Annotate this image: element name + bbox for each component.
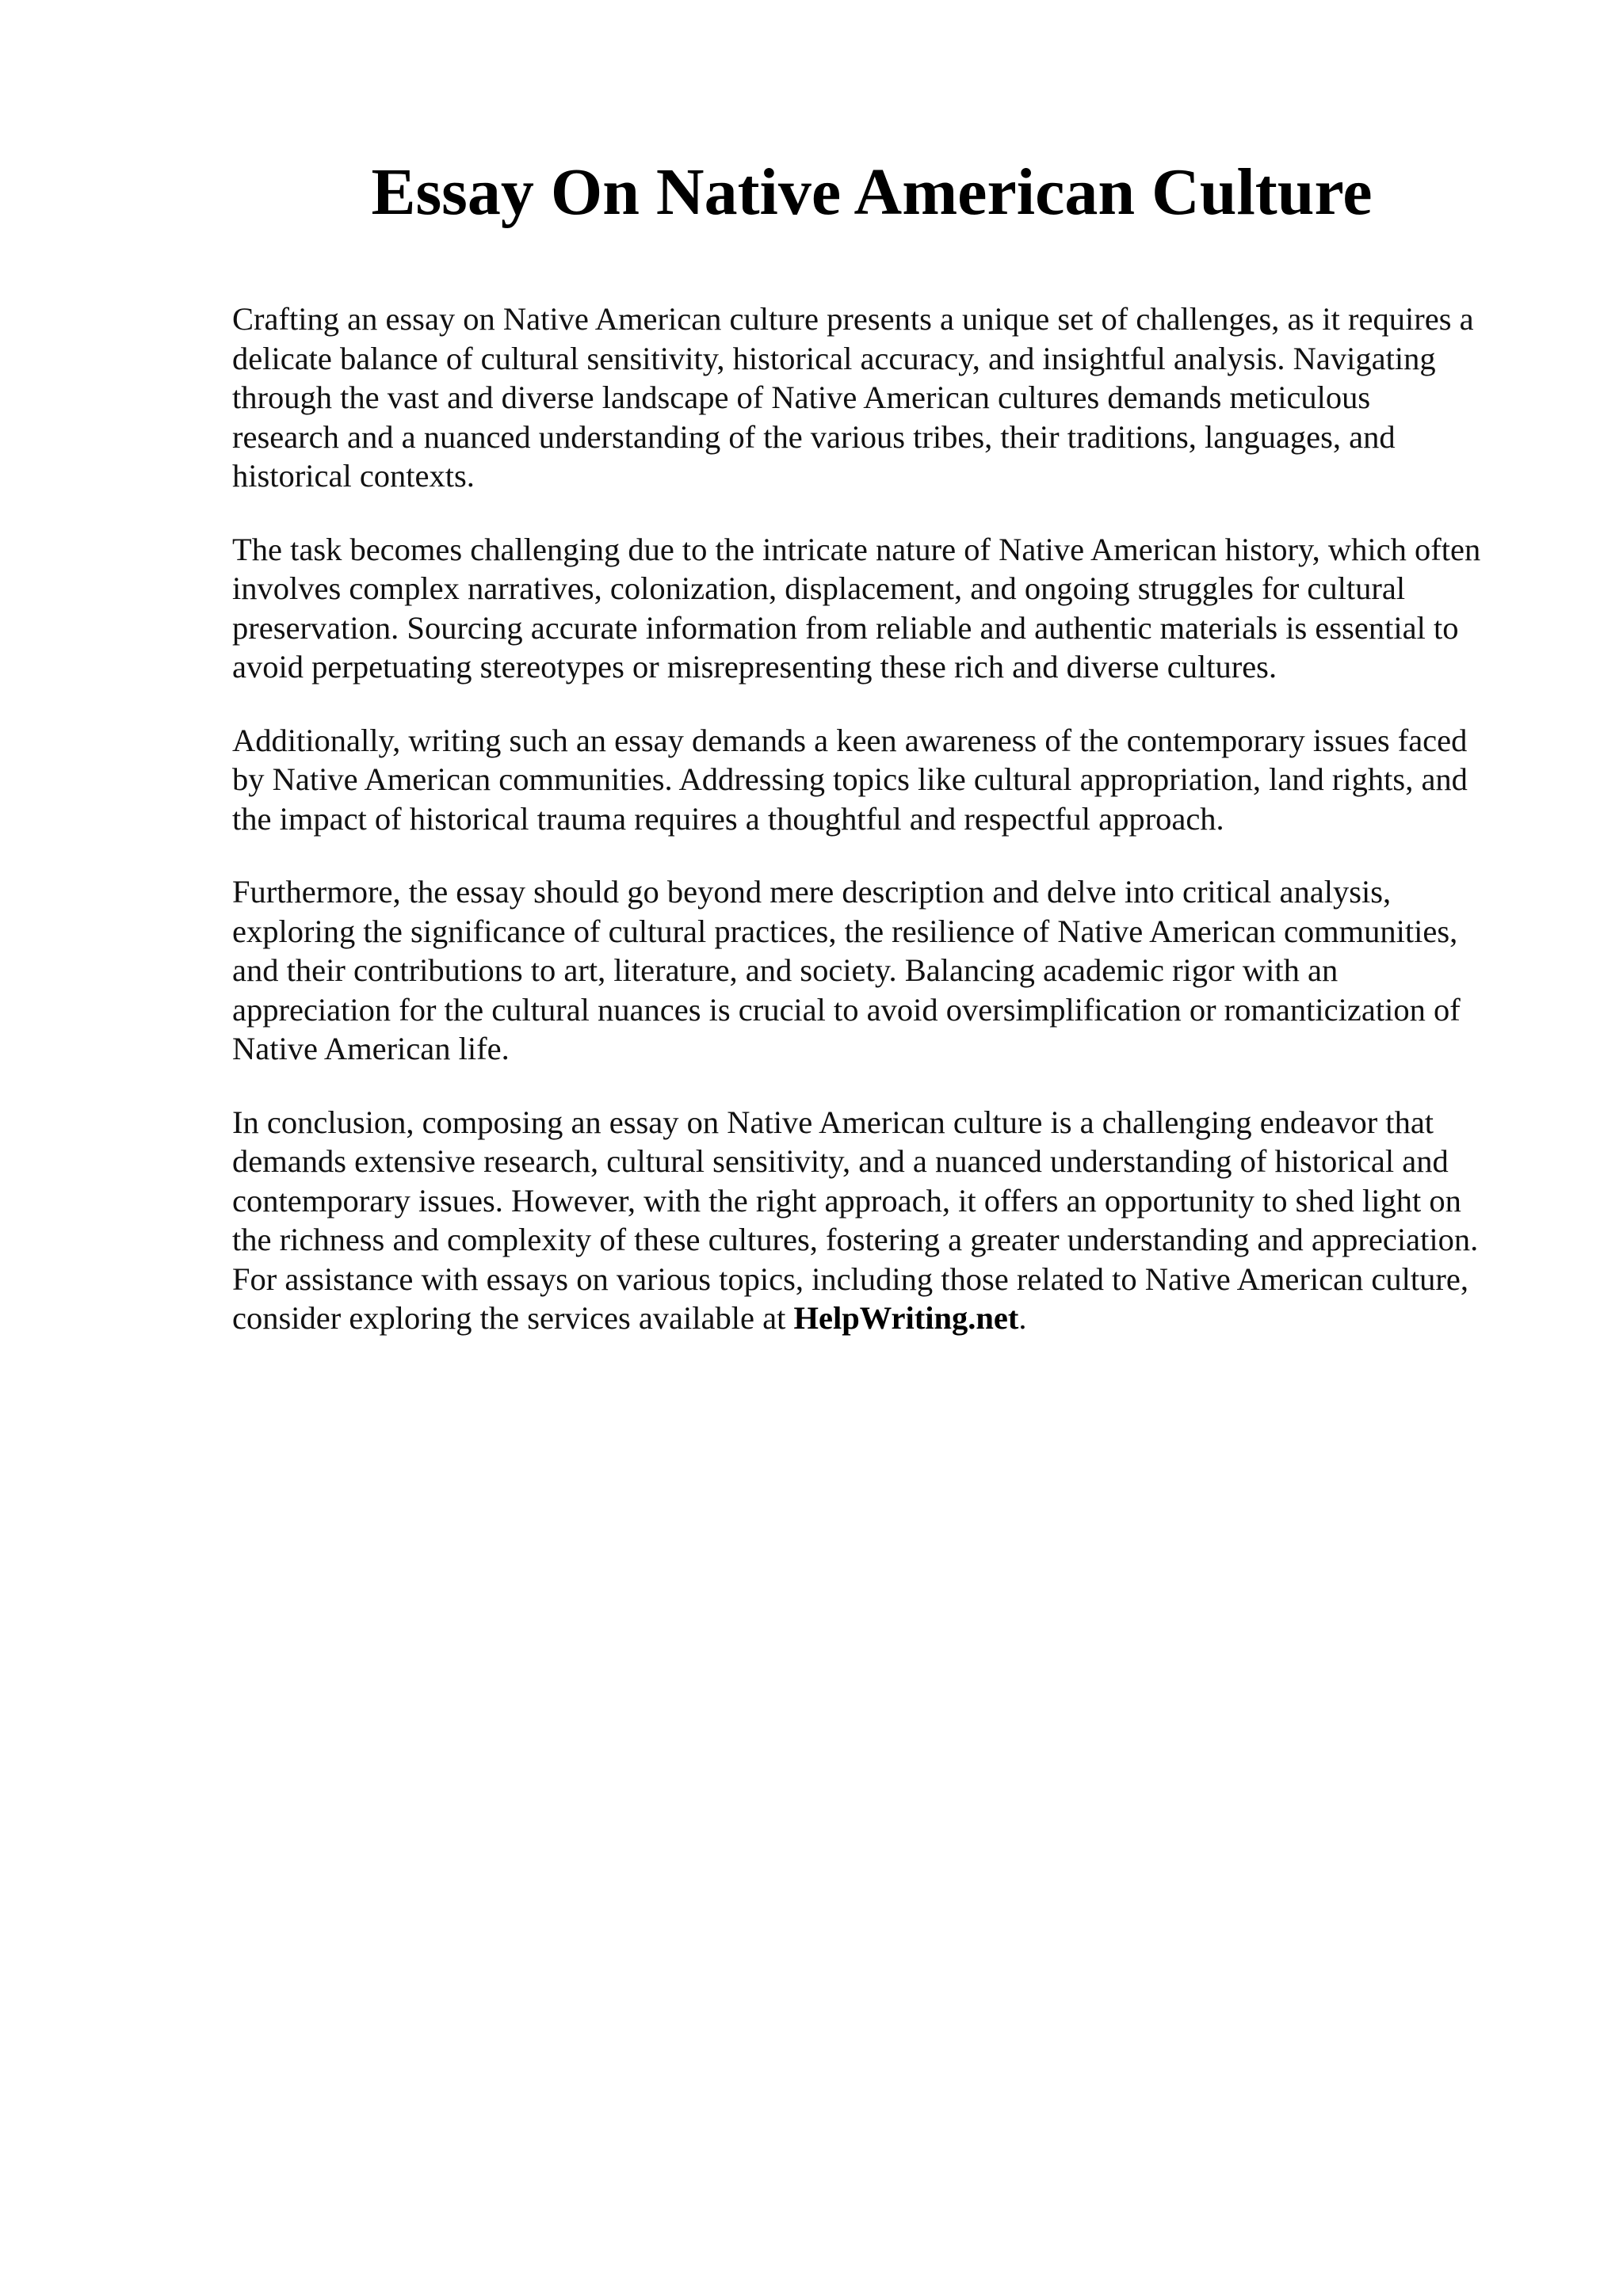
text-line: through the vast and diverse landscape of Native American cultures demands meticulous [232, 379, 1371, 415]
final-line-suffix: . [1018, 1300, 1027, 1336]
text-line: In conclusion, composing an essay on Native American culture is a challenging endeavor that [232, 1104, 1434, 1140]
text-line: the impact of historical trauma requires a thoughtful and respectful approach. [232, 800, 1224, 837]
paragraph-4 [232, 872, 1532, 1069]
final-line-prefix: consider exploring the services available at [232, 1300, 794, 1336]
text-line: The task becomes challenging due to the intricate nature of Native American history, which often [232, 531, 1481, 567]
document-title: Essay On Native American Culture [371, 155, 1373, 229]
document-body [232, 299, 1532, 1372]
final-line [232, 1299, 1532, 1338]
text-line: demands extensive research, cultural sensitivity, and a nuanced understanding of historical and [232, 1143, 1449, 1179]
text-line: For assistance with essays on various topics, including those related to Native American culture, [232, 1261, 1469, 1297]
text-line: by Native American communities. Addressing topics like cultural appropriation, land rights, and [232, 761, 1468, 797]
text-line: appreciation for the cultural nuances is crucial to avoid oversimplification or romanticization of [232, 991, 1461, 1028]
text-line: and their contributions to art, literature, and society. Balancing academic rigor with an [232, 952, 1338, 988]
text-line: exploring the significance of cultural practices, the resilience of Native American communities, [232, 913, 1458, 949]
text-line: Furthermore, the essay should go beyond mere description and delve into critical analysis, [232, 874, 1392, 910]
text-line: avoid perpetuating stereotypes or misrepresenting these rich and diverse cultures. [232, 649, 1277, 685]
text-line: involves complex narratives, colonization, displacement, and ongoing struggles for cultural [232, 570, 1406, 606]
paragraph-3 [232, 721, 1532, 839]
text-line: research and a nuanced understanding of the various tribes, their traditions, languages, and [232, 418, 1396, 455]
paragraph-2 [232, 530, 1532, 687]
text-line: contemporary issues. However, with the right approach, it offers an opportunity to shed light on [232, 1182, 1461, 1219]
text-line: historical contexts. [232, 458, 475, 494]
text-line: Crafting an essay on Native American culture presents a unique set of challenges, as it requires a [232, 301, 1474, 337]
text-line: Additionally, writing such an essay demands a keen awareness of the contemporary issues faced [232, 722, 1468, 758]
text-line: delicate balance of cultural sensitivity, historical accuracy, and insightful analysis. Navigating [232, 340, 1436, 376]
helpwriting-link[interactable]: HelpWriting.net [793, 1300, 1019, 1336]
text-line: Native American life. [232, 1031, 510, 1066]
paragraph-1 [232, 299, 1532, 496]
text-line: preservation. Sourcing accurate information from reliable and authentic materials is essential to [232, 609, 1459, 646]
text-line: the richness and complexity of these cultures, fostering a greater understanding and appreciation. [232, 1222, 1479, 1257]
paragraph-5 [232, 1103, 1532, 1338]
